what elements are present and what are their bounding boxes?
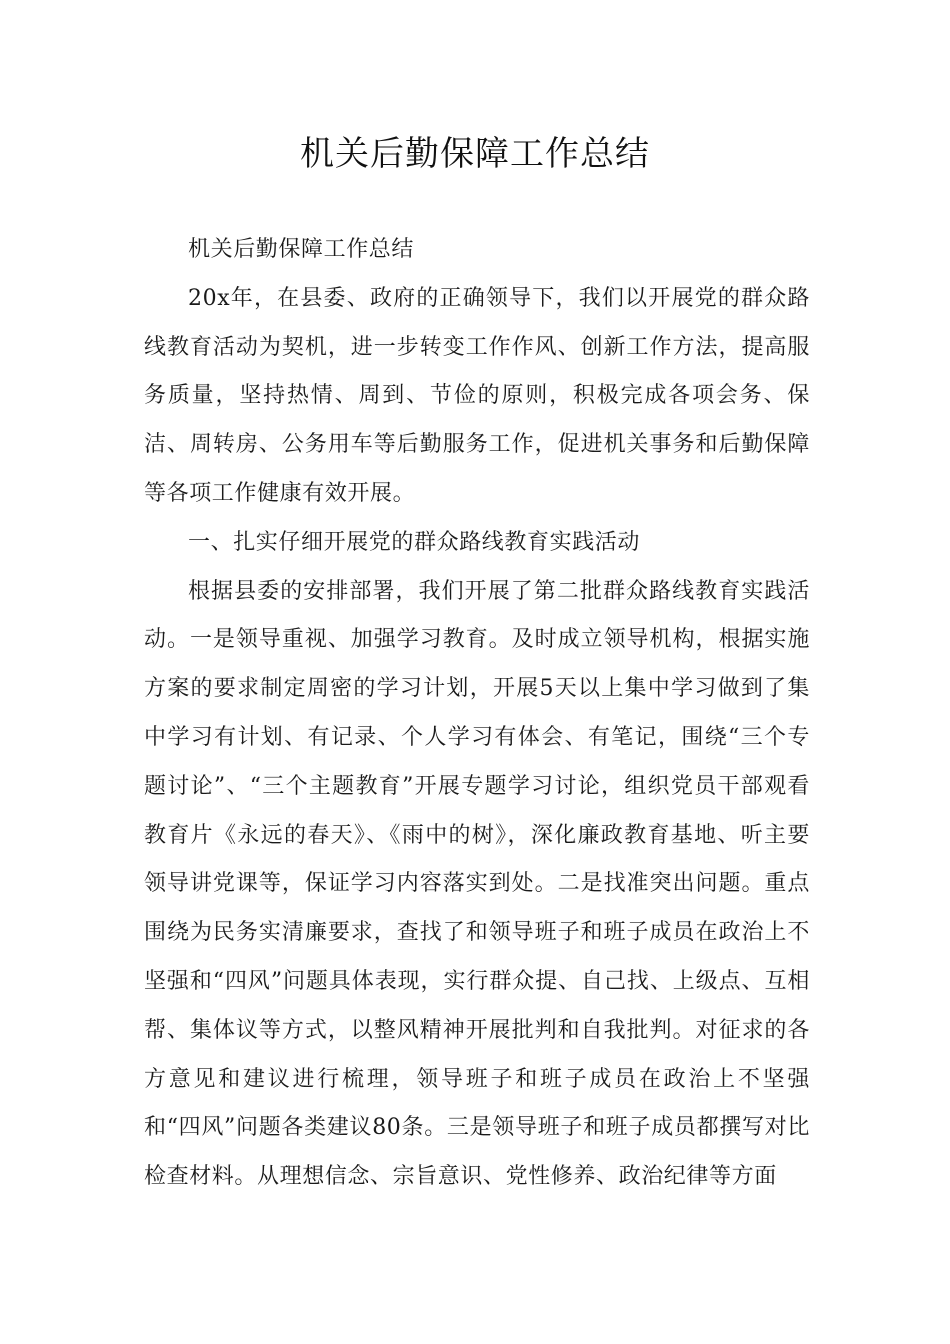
subtitle-paragraph: 机关后勤保障工作总结 xyxy=(188,237,415,262)
body-paragraph: 根据县委的安排部署，我们开展了第二批群众路线教育实践活动。一是领导重视、加强学习教育。及时成立领导机构，根据实施方案的要求制定周密的学习计划，开展5天以上集中学习做到了集中学习有计划、有记录、个人学习有体会、有笔记，围绕“三个专题讨论”、“三个主题教育”开展专题学习讨论，组织党员干部观看教育片《永远的春天》、《雨中的树》，深化廉政教育基地、听主要领导讲党课等，保证学习内容落实到处。二是找准突出问题。重点围绕为民务实清廉要求，查找了和领导班子和班子成员在政治上不坚强和“四风”问题具体表现，实行群众提、自己找、上级点、互相帮、集体议等方式，以整风精神开展批判和自我批判。对征求的各方意见和建议进行梳理，领导班子和班子成员在政治上不坚强和“四风”问题各类建议80条。三是领导班子和班子成员都撰写对比检查材料。从理想信念、宗旨意识、党性修养、政治纪律等方面 xyxy=(144,578,810,1190)
document-body xyxy=(144,226,810,1202)
intro-paragraph: 20x年，在县委、政府的正确领导下，我们以开展党的群众路线教育活动为契机，进一步转变工作作风、创新工作方法，提高服务质量，坚持热情、周到、节俭的原则，积极完成各项会务、保洁、周转房、公务用车等后勤服务工作，促进机关事务和后勤保障等各项工作健康有效开展。 xyxy=(144,285,810,506)
section-heading: 一、扎实仔细开展党的群众路线教育实践活动 xyxy=(188,529,641,555)
document-title: 机关后勤保障工作总结 xyxy=(300,134,650,174)
